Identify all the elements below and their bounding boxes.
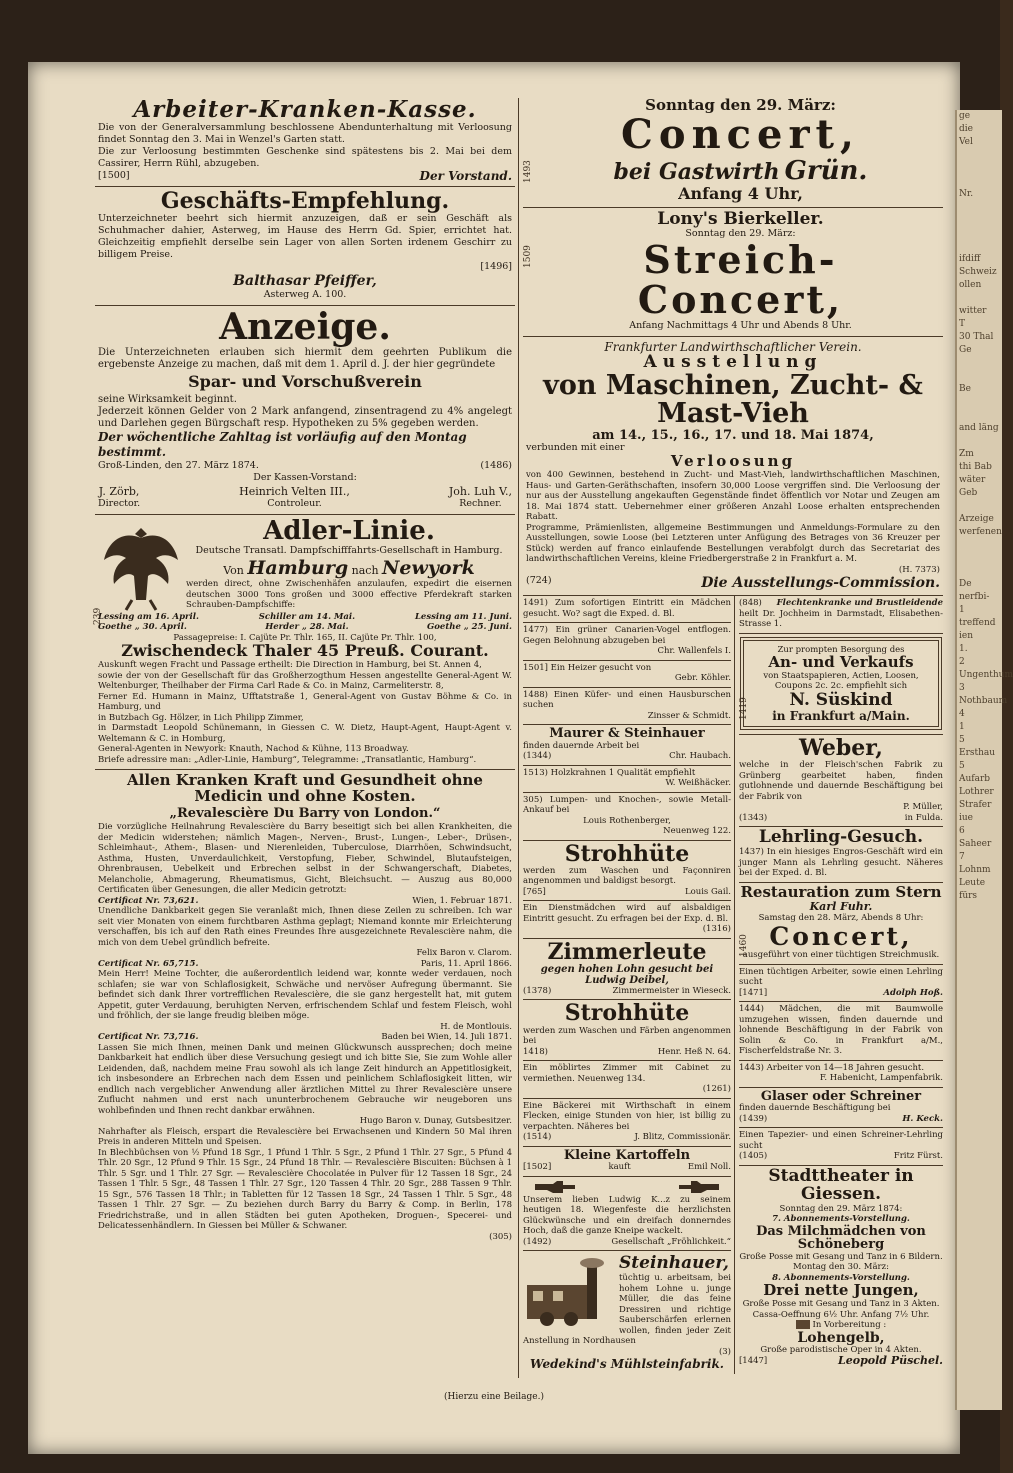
rev-c2d: Paris, 11. April 1866. bbox=[420, 958, 512, 969]
edge-fragment: 6 bbox=[959, 826, 965, 836]
ausst-mit: verbunden mit einer bbox=[526, 442, 625, 454]
ad-a3: 1501] Ein Heizer gesucht von bbox=[523, 662, 652, 673]
edge-fragment bbox=[957, 357, 1002, 370]
pointing-hand-left-icon bbox=[677, 1179, 721, 1195]
edge-fragment: 3 bbox=[959, 683, 965, 693]
ad-b5s: Karl Fuhr. bbox=[809, 900, 873, 914]
adler-s4: Goethe „ 30. April. bbox=[98, 622, 187, 633]
ad-a14s: Emil Noll. bbox=[687, 1162, 731, 1173]
ad-a6s: W. Weißhäcker. bbox=[665, 778, 731, 789]
ad-b1t: Flechtenkranke und Brustleidende bbox=[776, 598, 943, 609]
ad-b3: welche in der Fleisch'schen Fabrik zu Grünberg gearbeitet haben, finden gutlohnende und dauernde Beschäftigung bei der Fabrik von bbox=[738, 760, 943, 802]
rev-num: (305) bbox=[489, 1231, 512, 1242]
edge-fragment: die bbox=[959, 124, 973, 134]
ad-b2b: An- und Verkaufs bbox=[768, 653, 914, 672]
edge-fragment bbox=[957, 162, 1002, 175]
ad-a12n: (1261) bbox=[702, 1084, 731, 1095]
adjacent-page-edge bbox=[955, 110, 1013, 1410]
lony-ad bbox=[523, 208, 943, 338]
ad-b1: heilt Dr. Jochheim in Darmstadt, Elisabethen-Strasse 1. bbox=[738, 608, 943, 630]
edge-fragment: Strafer bbox=[959, 800, 992, 810]
ad-a5n: (1344) bbox=[523, 751, 552, 762]
edge-fragment: wäter bbox=[959, 475, 986, 485]
adler-sub: Deutsche Transatl. Dampfschifffahrts-Gesellschaft in Hamburg. bbox=[195, 545, 503, 557]
ad-b3s: P. Müller, bbox=[903, 802, 943, 813]
rev-p3: In Blechbüchsen von ½ Pfund 18 Sgr., 1 Pfund 1 Thlr. 5 Sgr., 2 Pfund 1 Thlr. 27 Sgr., 5 Pfund 4 Thlr. 20 Sgr., 12 Pfund 9 Thlr. 15 Sgr., 24 Pfund 18 Thlr. — Revalescière Biscuiten: Büchsen à 1 Thlr. 5 Sgr. und 1 Thlr. 27 Sgr. — Revalescière Chocolatée in Pulver für 12 Tassen 18 Sgr., 24 Tassen 1 Thlr. 5 Sgr., 48 Tassen 1 Thlr. 27 Sgr., 120 Tassen 4 Thlr. 20 Sgr., 288 Tassen 9 Thlr. 15 Sgr., 576 Tassen 18 Thlr.; in Tabletten für 12 Tassen 18 Sgr., 24 Tassen 1 Thlr. 5 Sgr., 48 Tassen 1 Thlr. 27 Sgr. — Zu beziehen durch Barry du Barry & Comp. in Berlin, 178 Friedrichstraße, und in allen Städten bei guten Apotheken, Droguen-, Specerei- und Delicatessenhändlern. In Giessen bei Müller & Schwaner. bbox=[98, 1147, 512, 1232]
adler-route-a: Hamburg bbox=[247, 557, 349, 580]
anzeige-vorstand: Der Kassen-Vorstand: bbox=[253, 471, 357, 483]
edge-fragment: thi Bab bbox=[959, 462, 992, 472]
ad-a14n: [1502] bbox=[523, 1162, 552, 1173]
ad-b3t: Weber, bbox=[799, 735, 883, 762]
concert1-date: Sonntag den 29. März: bbox=[645, 96, 836, 114]
ad-b11v: 7. Abonnements-Vorstellung. bbox=[772, 1214, 910, 1225]
ausst-org: Frankfurter Landwirthschaftlicher Verein. bbox=[604, 340, 862, 355]
edge-fragment: ollen bbox=[959, 280, 982, 290]
kasse-line1: Die von der Generalversammlung beschlossene Abendunterhaltung mit Verloosung findet Sonntag den 3. Mai in Wenzel's Garten statt. bbox=[98, 122, 512, 146]
adler-s1: Lessing am 16. April. bbox=[98, 611, 199, 622]
ad-b2c: von Staatspapieren, Actien, Loosen, Coupons 2c. 2c. empfiehlt sich bbox=[763, 670, 919, 692]
edge-fragment bbox=[957, 175, 1002, 188]
edge-fragment: Nr. bbox=[959, 189, 974, 199]
anzeige-p2: Heinrich Velten III., bbox=[239, 484, 350, 498]
rev-p2: Nahrhafter als Fleisch, erspart die Revalescière bei Erwachsenen und Kindern 50 Mal ihren Preis in anderen Mitteln und Speisen. bbox=[98, 1126, 512, 1148]
concert1-sub1: bei Gastwirth bbox=[613, 158, 780, 185]
ad-b11n: [1447] bbox=[738, 1355, 768, 1366]
ausst-sign: Die Ausstellungs-Commission. bbox=[701, 575, 940, 592]
geschaeft-name: Balthasar Pfeiffer, bbox=[233, 273, 377, 290]
anzeige-title: Anzeige. bbox=[219, 306, 391, 349]
edge-fragment: Aufarb bbox=[959, 774, 991, 784]
ad-a7s: Louis Rothenberger, bbox=[583, 815, 671, 826]
edge-fragment: fürs bbox=[959, 891, 978, 901]
edge-fragment bbox=[957, 435, 1002, 448]
stern-side-number: 1460 bbox=[738, 933, 749, 957]
edge-fragment bbox=[957, 565, 1002, 578]
edge-fragment bbox=[957, 539, 1002, 552]
geschaeft-title: Geschäfts-Empfehlung. bbox=[160, 188, 450, 215]
edge-fragment: Lothrer bbox=[959, 787, 994, 797]
concert1-sub2: Grün. bbox=[784, 155, 868, 186]
adler-route-nach: nach bbox=[351, 564, 379, 578]
ad-a5s: Chr. Haubach. bbox=[669, 751, 731, 762]
anzeige-ad bbox=[95, 306, 515, 515]
ad-b2d: N. Süskind bbox=[789, 689, 893, 710]
edge-fragment: 4 bbox=[959, 709, 965, 719]
geschaeft-addr: Asterweg A. 100. bbox=[263, 289, 347, 301]
ad-a14t: Kleine Kartoffeln bbox=[563, 1147, 691, 1163]
ad-a5: finden dauernde Arbeit bei bbox=[523, 740, 640, 751]
ad-b5d: Samstag den 28. März, Abends 8 Uhr: bbox=[758, 913, 924, 924]
ad-a16: tüchtig u. arbeitsam, bei hohem Lohne u. junge Müller, die das feine Dressiren und richtige Sauberschärfen erlernen wollen, finden jeder Zeit Anstellung in Nordhausen bbox=[523, 1273, 731, 1347]
ad-a9: Ein Dienstmädchen wird auf alsbaldigen Eintritt gesucht. Zu erfragen bei der Exp. d. Bl. bbox=[523, 903, 731, 924]
ad-b4: 1437) In ein hiesiges Engros-Geschäft wird ein junger Mann als Lehrling gesucht. Näheres bei der Exped. d. Bl. bbox=[738, 847, 943, 879]
pointing-hand-right-icon bbox=[533, 1179, 577, 1195]
ad-a16t: Steinhauer, bbox=[619, 1253, 729, 1274]
edge-fragment bbox=[957, 396, 1002, 409]
edge-fragment bbox=[957, 227, 1002, 240]
ad-b5t: Restauration zum Stern bbox=[740, 882, 942, 901]
ad-a3s: Gebr. Köhler. bbox=[674, 673, 731, 684]
edge-fragment: Ungenthum bbox=[959, 670, 1013, 680]
edge-fragment: treffend bbox=[959, 618, 996, 628]
edge-fragment: 5 bbox=[959, 735, 965, 745]
suskind-box bbox=[743, 640, 939, 728]
edge-fragment: 1 bbox=[959, 722, 965, 732]
anzeige-p1: J. Zörb, bbox=[98, 484, 140, 498]
ad-b11vb: In Vorbereitung : bbox=[812, 1320, 887, 1331]
edge-fragment: Be bbox=[959, 384, 971, 394]
rev-c1t: Unendliche Dankbarkeit gegen Sie veranlaßt mich, Ihnen diese Zeilen zu schreiben. Ich war seit vier Monaten von einem furchtbaren Asthma geplagt; Niemand konnte mir Erleichterung verschaffen, bis ich auf den Rath eines Freundes Ihre ausgezeichnete Revalescière nahm, die mich von dem Uebel gründlich befreite. bbox=[98, 906, 512, 948]
ad-b6s: Adolph Hoß. bbox=[883, 987, 943, 998]
flag-icon bbox=[796, 1320, 810, 1329]
anzeige-bold: Der wöchentliche Zahltag ist vorläufig auf den Montag bestimmt. bbox=[98, 429, 467, 459]
edge-fragment bbox=[957, 552, 1002, 565]
rev-c2s: H. de Montlouis. bbox=[440, 1021, 512, 1032]
ad-a5t: Maurer & Steinhauer bbox=[549, 726, 705, 742]
adler-route-b: Newyork bbox=[382, 557, 475, 580]
ad-a2s: Chr. Wallenfels I. bbox=[657, 646, 731, 657]
ad-a15n: (1492) bbox=[523, 1236, 552, 1247]
anzeige-r3: Rechner. bbox=[459, 497, 502, 509]
edge-fragment: Ge bbox=[959, 345, 972, 355]
ad-b3a: in Fulda. bbox=[904, 812, 943, 823]
ad-a16s: Wedekind's Mühlsteinfabrik. bbox=[530, 1357, 724, 1372]
edge-fragment: and läng bbox=[959, 423, 999, 433]
adler-ad bbox=[95, 515, 515, 770]
ad-a8n: [765] bbox=[523, 886, 546, 897]
edge-fragment: Lohnm bbox=[959, 865, 991, 875]
anzeige-r2: Controleur. bbox=[267, 497, 322, 509]
concert1-side-number: 1493 bbox=[523, 160, 533, 183]
ausst-dates: am 14., 15., 16., 17. und 18. Mai 1874, bbox=[592, 427, 874, 443]
rev-c2t: Mein Herr! Meine Tochter, die außerordentlich leidend war, konnte weder verdauen, noch schlafen; sie war von Schlaflosigkeit, Schwäche und nervöser Aufregung übermannt. Sie befindet sich dank Ihrer vortrefflichen Revalescière, die sie ganz hergestellt hat, mit gutem Appetit, guter Verdauung, beruhigten Nerven, erfrischendem Schlaf und festem Fleisch, wohl und fröhlich, der sie lange freudig bleiben möge. bbox=[98, 969, 512, 1022]
ad-a4: 1488) Einen Küfer- und einen Hausburschen suchen bbox=[523, 689, 731, 711]
adler-route-von: Von bbox=[223, 564, 244, 578]
steam-mill-illustration-icon bbox=[523, 1255, 615, 1327]
edge-fragment: Saheer bbox=[959, 839, 992, 849]
edge-fragment: Ersthau bbox=[959, 748, 996, 758]
ad-a15s: Gesellschaft „Fröhlichkeit.“ bbox=[611, 1236, 731, 1247]
ad-a10n: (1378) bbox=[523, 985, 552, 996]
ad-a1: 1491) Zum sofortigen Eintritt ein Mädchen gesucht. Wo? sagt die Exped. d. Bl. bbox=[523, 598, 731, 619]
ad-b11x: Große Posse mit Gesang und Tanz in 6 Bildern. bbox=[739, 1251, 943, 1262]
eagle-icon bbox=[102, 520, 180, 612]
ad-b6: Einen tüchtigen Arbeiter, sowie einen Lehrling sucht bbox=[738, 966, 943, 988]
adler-s5: Herder „ 28. Mai. bbox=[265, 622, 349, 633]
adler-s3: Lessing am 11. Juni. bbox=[414, 611, 512, 622]
ad-a10: gegen hohen Lohn gesucht bei Ludwig Deibel, bbox=[540, 963, 714, 986]
edge-fragment bbox=[957, 500, 1002, 513]
kasse-ad bbox=[95, 95, 515, 187]
ad-b8: 1443) Arbeiter von 14—18 Jahren gesucht. bbox=[738, 1062, 925, 1073]
ad-b2a: Zur prompten Besorgung des bbox=[777, 644, 905, 655]
edge-fragment bbox=[957, 149, 1002, 162]
adler-title: Adler-Linie. bbox=[263, 515, 435, 546]
adler-prices: Passagepreise: I. Cajüte Pr. Thlr. 165, II. Cajüte Pr. Thlr. 100, bbox=[173, 632, 437, 643]
geschaeft-ad bbox=[95, 187, 515, 306]
ad-b11v2: 8. Abonnements-Vorstellung. bbox=[772, 1272, 910, 1283]
lony-side-number: 1509 bbox=[523, 244, 533, 268]
anzeige-verein: Spar- und Vorschußverein bbox=[188, 372, 422, 392]
rev-c3d: Baden bei Wien, 14. Juli 1871. bbox=[381, 1032, 512, 1043]
ausst-title: Ausstellung bbox=[643, 352, 823, 373]
edge-fragment: T bbox=[959, 319, 966, 329]
rev-sub: „Revalescière Du Barry von London.“ bbox=[169, 805, 441, 821]
ad-b3n: (1343) bbox=[738, 812, 768, 823]
edge-fragment: Leute bbox=[959, 878, 986, 888]
ad-b9s: H. Keck. bbox=[902, 1113, 943, 1124]
anzeige-text2: seine Wirksamkeit beginnt. bbox=[98, 393, 237, 405]
edge-fragment: Vel bbox=[959, 137, 973, 147]
ad-a7: 305) Lumpen- und Knochen-, sowie Metall-Ankauf bei bbox=[523, 794, 731, 816]
adler-side-number: 239 bbox=[93, 607, 103, 625]
ausstellung-ad bbox=[523, 337, 943, 596]
ad-a11t: Strohhüte bbox=[564, 1000, 690, 1027]
edge-fragment: 7 bbox=[959, 852, 965, 862]
rev-c1d: Wien, 1. Februar 1871. bbox=[412, 895, 512, 906]
rev-c3t: Lassen Sie mich Ihnen, meinen Dank und meinen Glückwunsch aussprechen; doch meine Dankbarkeit hat endlich über diese Versuchung gesiegt und ich bitte Sie, Sie zum Wohle aller Leidenden, daß, nachdem meine Frau sowohl als ich lange Zeit hindurch an Appetitlosigkeit, ich insbesondere an Erbrechen nach dem Essen und peinlichem Schlaflosigkeit litten, wir endlich nach vergeblicher Anwendung aller ärztlichen Mittel zu Ihrer Revalescière unsere Zuflucht nahmen und erst nach ununterbrochenem Gebrauche wir neugeboren uns wohlbefinden und Ihnen recht dankbar erwähnen. bbox=[98, 1042, 512, 1116]
ad-a8t: Strohhüte bbox=[564, 840, 690, 867]
ad-a13s: J. Blitz, Commissionär. bbox=[634, 1132, 731, 1143]
small-ads-area bbox=[523, 596, 943, 1374]
ad-a15: Unserem lieben Ludwig K...z zu seinem heutigen 18. Wiegenfeste die herzlichsten Glückwünsche und ein dreifach donnerndes Hoch, daß die ganze Kneipe wackelt. bbox=[523, 1194, 731, 1237]
adler-agents2: Ferner Ed. Humann in Mainz, Ufftatstraße 1, General-Agent von Gustav Böhme & Co. in Hamburg, und bbox=[98, 691, 512, 713]
edge-fragment: 5 bbox=[959, 761, 965, 771]
revalesciere-ad bbox=[95, 770, 515, 1246]
ad-a11n: 1418) bbox=[523, 1046, 548, 1057]
ad-b11d2: Montag den 30. März: bbox=[793, 1262, 889, 1273]
anzeige-date: Groß-Linden, den 27. März 1874. bbox=[98, 459, 259, 471]
ad-a8s: Louis Gail. bbox=[684, 886, 731, 897]
ad-a8: werden zum Waschen und Façonniren angenommen und baldigst besorgt. bbox=[523, 865, 731, 887]
small-ads-right bbox=[735, 596, 943, 1374]
ad-b9: finden dauernde Beschäftigung bei bbox=[738, 1103, 891, 1114]
suskind-side-number: 1419 bbox=[738, 696, 749, 720]
anzeige-p3: Joh. Luh V., bbox=[448, 484, 512, 498]
edge-fragment: Geb bbox=[959, 488, 978, 498]
ausst-prog: Programme, Prämienlisten, allgemeine Bestimmungen und Anmeldungs-Formulare zu den Ausstellungen, sowie Loose (bei Letzteren unter Anfügung des Betrages von 36 Kreuzer per Stück) werden auf franco einlaufende Bestellungen verabfolgt durch das Secretariat des landwirthschaftlichen Vereins, kleine Friedbergerstraße 2 in Frankfurt a. M. bbox=[526, 522, 940, 565]
lony-big: Streich-Concert, bbox=[637, 237, 844, 323]
edge-fragment bbox=[957, 370, 1002, 383]
rev-c2: Certificat Nr. 65,715. bbox=[98, 958, 199, 969]
edge-fragment: witter bbox=[959, 306, 987, 316]
adler-agents4: in Darmstadt Leopold Schünemann, in Giessen C. W. Dietz, Haupt-Agent, Haupt-Agent v. Weltemann & C. in Homburg, bbox=[98, 723, 512, 744]
right-column bbox=[523, 95, 943, 1380]
ad-b10s: Fritz Fürst. bbox=[893, 1151, 943, 1162]
edge-fragment bbox=[957, 240, 1002, 253]
ad-b8s: F. Habenicht, Lampenfabrik. bbox=[819, 1073, 943, 1084]
kasse-sign: Der Vorstand. bbox=[419, 169, 512, 184]
anzeige-r1: Director. bbox=[98, 497, 141, 509]
ad-b1n: (848) bbox=[738, 598, 762, 609]
adler-agents1: sowie der von der Gesellschaft für das Großherzogthum Hessen angestellte General-Agent W. Weltenburger, Theilhaber der Firma Carl Rade & Co. in Mainz, Carmeliterstr. 8, bbox=[98, 670, 512, 692]
ad-a16n: (3) bbox=[718, 1346, 731, 1357]
edge-fragment: ifdiff bbox=[959, 254, 981, 264]
ad-b11p2: Drei nette Jungen, bbox=[763, 1281, 919, 1300]
adler-zw: Zwischendeck Thaler 45 Preuß. Courant. bbox=[121, 641, 489, 661]
ad-a10t: Zimmerleute bbox=[547, 938, 707, 965]
ad-a9n: (1316) bbox=[702, 924, 731, 935]
concert1-time: Anfang 4 Uhr, bbox=[678, 183, 803, 203]
ad-b5c: Concert, bbox=[769, 921, 913, 951]
ad-a12: Ein möblirtes Zimmer mit Cabinet zu vermiethen. Neuenweg 134. bbox=[523, 1063, 731, 1084]
adler-auskunft: Auskunft wegen Fracht und Passage ertheilt: Die Direction in Hamburg, bei St. Annen 4, bbox=[98, 660, 482, 671]
small-ads-left bbox=[523, 596, 735, 1374]
adler-s2: Schiller am 14. Mai. bbox=[258, 611, 356, 622]
edge-fragment: 1 bbox=[959, 605, 965, 615]
ad-b11t: Stadttheater in Giessen. bbox=[768, 1165, 914, 1204]
ausst-verl: Verloosung bbox=[670, 452, 796, 471]
column-divider bbox=[518, 98, 519, 1378]
rev-c1: Certificat Nr. 73,621. bbox=[98, 895, 199, 906]
concert1-ad bbox=[523, 95, 943, 208]
ad-b11p: Das Milchmädchen von Schöneberg bbox=[756, 1223, 926, 1253]
ad-b11p3: Lohengelb, bbox=[797, 1329, 885, 1346]
ad-a14: kauft bbox=[608, 1162, 631, 1173]
edge-fragment: Zm bbox=[959, 449, 974, 459]
edge-fragment: ge bbox=[959, 111, 971, 121]
edge-fragment: werfenen bbox=[959, 527, 1002, 537]
ad-b11s: Leopold Püschel. bbox=[838, 1353, 943, 1367]
ad-b11x3: Große parodistische Oper in 4 Akten. bbox=[760, 1345, 922, 1356]
edge-fragment: Arzeige bbox=[959, 514, 994, 524]
geschaeft-num: [1496] bbox=[480, 261, 512, 273]
edge-fragment bbox=[957, 214, 1002, 227]
edge-fragment: 2 bbox=[959, 657, 965, 667]
ad-a10s: Zimmermeister in Wieseck. bbox=[612, 985, 731, 996]
lony-title: Lony's Bierkeller. bbox=[657, 208, 824, 229]
ad-a2: 1477) Ein grüner Canarien-Vogel entflogen. Gegen Belohnung abzugeben bei bbox=[523, 625, 731, 646]
edge-fragment bbox=[957, 409, 1002, 422]
concert1-title: Concert, bbox=[621, 110, 860, 158]
ad-b2e: in Frankfurt a/Main. bbox=[772, 708, 910, 723]
ad-b11x2: Große Posse mit Gesang und Tanz in 3 Akten. bbox=[742, 1299, 940, 1310]
adler-agents5: General-Agenten in Newyork: Knauth, Nachod & Kühne, 113 Broadway. bbox=[98, 744, 409, 755]
ad-a13: Eine Bäckerei mit Wirthschaft in einem Flecken, einige Stunden von hier, ist billig zu verpachten. Näheres bei bbox=[523, 1100, 731, 1132]
ad-a7a: Neuenweg 122. bbox=[663, 826, 731, 837]
ad-b4t: Lehrling-Gesuch. bbox=[758, 827, 924, 848]
kasse-num: [1500] bbox=[98, 170, 130, 182]
ad-b11k: Cassa-Oeffnung 6½ Uhr. Anfang 7½ Uhr. bbox=[752, 1309, 930, 1320]
ad-b7: 1444) Mädchen, die mit Baumwolle umzugehen wissen, finden dauernde und lohnende Beschäftigung in der Fabrik von Solin & Co. in Frankfurt a/M., Fischerfeldstraße Nr. 3. bbox=[738, 1004, 943, 1057]
adler-agents3: in Butzbach Gg. Hölzer, in Lich Philipp Zimmer, bbox=[98, 712, 304, 723]
kasse-title: Arbeiter-Kranken-Kasse. bbox=[133, 96, 477, 123]
footnote: (Hierzu eine Beilage.) bbox=[444, 1392, 544, 1402]
edge-fragment: iue bbox=[959, 813, 974, 823]
geschaeft-text: Unterzeichneter beehrt sich hiermit anzuzeigen, daß er sein Geschäft als Schuhmacher dahier, Asterweg, im Hause des Herrn Gd. Spier, errichtet hat. Gleichzeitig empfiehlt derselbe sein Lager von allen Sorten irdenem Geschirr zu billigem Preise. bbox=[98, 213, 512, 261]
rev-c3: Certificat Nr. 73,716. bbox=[98, 1032, 199, 1043]
edge-fragment: ien bbox=[959, 631, 974, 641]
ad-a6: 1513) Holzkrahnen 1 Qualität empfiehlt bbox=[523, 767, 696, 778]
kasse-line2: Die zur Verloosung bestimmten Geschenke sind spätestens bis 2. Mai bei dem Cassirer, Herrn Rühl, abzugeben. bbox=[98, 146, 512, 170]
rev-c1s: Felix Baron v. Clarom. bbox=[416, 948, 512, 959]
ad-b5e: ausgeführt von einer tüchtigen Streichmusik. bbox=[742, 950, 940, 961]
ausst-sub: von Maschinen, Zucht- & Mast-Vieh bbox=[543, 370, 923, 430]
rev-p1: Die vorzügliche Heilnahrung Revalescière du Barry beseitigt sich bei allen Krankheiten, die der Medicin widerstehen; nämlich Magen-, Nerven-, Brust-, Lungen-, Leber-, Drüsen-, Schleimhaut-, Athem-, Blasen- und Nierenleiden, Tuberculose, Diarrhöen, Schwindsucht, Asthma, Husten, Unverdaulichkeit, Verstopfung, Fieber, Schwindel, Blutaufsteigen, Ohrenbrausen, Uebelkeit und Erbrechen selbst in der Schwangerschaft, Diabetes, Melancholie, Abmagerung, Rheumatismus, Gicht, Bleichsucht. — Auszug aus 80,000 Certificaten über Genesungen, die aller Medicin getrotzt: bbox=[98, 822, 512, 896]
anzeige-num: (1486) bbox=[480, 459, 512, 471]
edge-fragment: 1. bbox=[959, 644, 968, 654]
adler-s6: Goethe „ 25. Juni. bbox=[427, 622, 512, 633]
rev-c3s: Hugo Baron v. Dunay, Gutsbesitzer. bbox=[359, 1116, 512, 1127]
edge-fragment: nerfbi- bbox=[959, 592, 990, 602]
anzeige-text3: Jederzeit können Gelder von 2 Mark anfangend, zinsentragend zu 4% angelegt und Darlehen gegen Bürgschaft resp. Hypotheken zu 5% gegeben werden. bbox=[98, 405, 512, 429]
edge-fragment: Schweiz bbox=[959, 267, 997, 277]
anzeige-text1: Die Unterzeichneten erlauben sich hiermit dem geehrten Publikum die ergebenste Anzeige zu machen, daß mit dem 1. April d. J. der hier gegründete bbox=[98, 347, 512, 371]
edge-fragment bbox=[957, 201, 1002, 214]
edge-fragment: 30 Thal bbox=[959, 332, 994, 342]
edge-fragment: Nothbaum bbox=[959, 696, 1008, 706]
adler-agents6: Briefe adressire man: „Adler-Linie, Hamburg“, Telegramme: „Transatlantic, Hamburg“. bbox=[98, 754, 477, 765]
ad-a11s: Henr. Heß N. 64. bbox=[657, 1046, 731, 1057]
ad-b6n: [1471] bbox=[738, 987, 768, 998]
ad-b9n: (1439) bbox=[738, 1113, 768, 1124]
edge-fragment bbox=[957, 292, 1002, 305]
lony-date: Sonntag den 29. März: bbox=[685, 228, 796, 240]
ad-a13n: (1514) bbox=[523, 1132, 552, 1143]
ausst-num2: (H. 7373) bbox=[898, 564, 940, 575]
rev-title: Allen Kranken Kraft und Gesundheit ohne Medicin und ohne Kosten. bbox=[127, 771, 483, 805]
ad-b10n: (1405) bbox=[738, 1151, 768, 1162]
ausst-num: (724) bbox=[526, 575, 552, 587]
ad-a4s: Zinsser & Schmidt. bbox=[647, 710, 731, 721]
ad-b9t: Glaser oder Schreiner bbox=[760, 1088, 922, 1104]
edge-fragment: De bbox=[959, 579, 972, 589]
adler-desc: werden direct, ohne Zwischenhäfen anzulaufen, expedirt die eisernen deutschen 3000 Tons großen und 3000 effective Pferdekraft starken Schrauben-Dampfschiffe: bbox=[186, 579, 512, 611]
ad-b11d: Sonntag den 29. März 1874: bbox=[779, 1203, 903, 1214]
lony-time: Anfang Nachmittags 4 Uhr und Abends 8 Uhr. bbox=[629, 320, 852, 332]
ad-b10: Einen Tapezier- und einen Schreiner-Lehrling sucht bbox=[738, 1130, 943, 1151]
ad-a11: werden zum Waschen und Färben angenommen bei bbox=[523, 1025, 731, 1047]
left-column bbox=[95, 95, 515, 1380]
ausst-text: von 400 Gewinnen, bestehend in Zucht- und Mast-Vieh, landwirthschaftlichen Maschinen, Haus- und Garten-Geräthschaften, insofern 30,000 Loose vergriffen sind. Die Verloosung der nur aus der Ausstellung angekauften Gegenstände findet öffentlich vor Notar und Zeugen am 18. Mai 1874 statt. Uebernehmer einer größeren Anzahl Loose erhalten entsprechenden Rabatt. bbox=[526, 470, 940, 523]
